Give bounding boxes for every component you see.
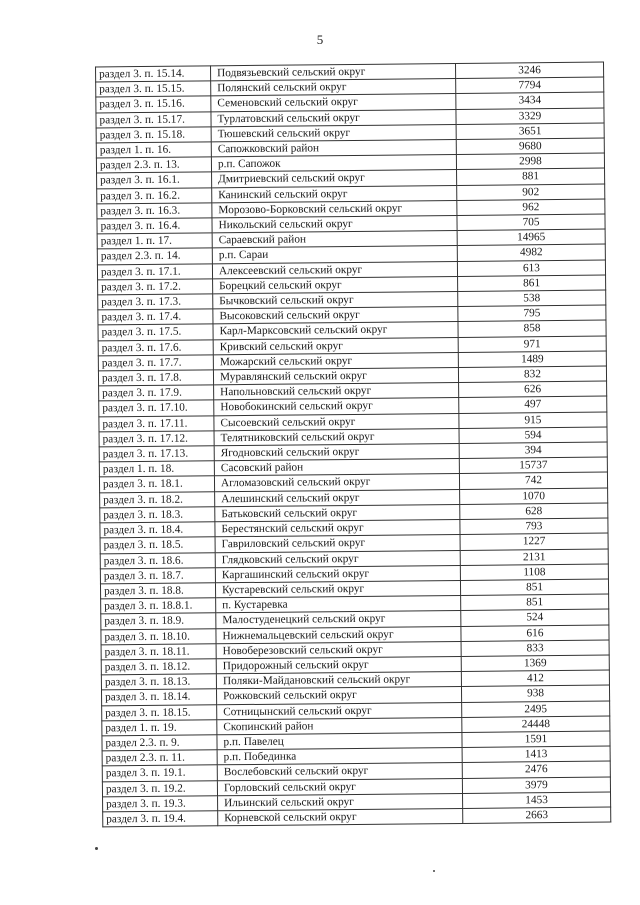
row-reference: раздел 3. п. 18.5. (100, 537, 215, 553)
row-value: 24448 (462, 716, 610, 733)
row-name: Малостуденецкий сельский округ (216, 611, 461, 629)
row-value: 1070 (460, 488, 608, 505)
row-reference: раздел 3. п. 18.8.1. (101, 598, 216, 614)
row-name: Никольский сельский округ (212, 216, 457, 234)
row-reference: раздел 3. п. 17.8. (98, 370, 213, 386)
row-value: 795 (458, 305, 606, 322)
table-body (96, 62, 611, 827)
row-value: 3651 (456, 123, 604, 140)
row-value: 971 (458, 336, 606, 353)
row-reference: раздел 3. п. 17.6. (98, 339, 213, 355)
row-value: 861 (458, 275, 606, 292)
row-value: 9680 (456, 138, 604, 155)
row-reference: раздел 3. п. 17.10. (99, 400, 214, 416)
row-value: 628 (460, 503, 608, 520)
row-value: 2131 (460, 549, 608, 566)
row-name: Вослебовский сельский округ (217, 763, 462, 781)
row-name: Борецкий сельский округ (213, 276, 458, 294)
row-name: Нижнемальцевский сельский округ (216, 626, 461, 644)
row-value: 3246 (455, 62, 603, 79)
row-value: 626 (459, 381, 607, 398)
row-reference: раздел 3. п. 17.9. (99, 385, 214, 401)
row-value: 3434 (456, 92, 604, 109)
row-reference: раздел 3. п. 18.4. (100, 522, 215, 538)
row-name: Придорожный сельский округ (216, 656, 461, 674)
row-value: 962 (457, 199, 605, 216)
row-name: Новобокинский сельский округ (214, 398, 459, 416)
row-reference: раздел 3. п. 16.1. (97, 172, 212, 188)
row-reference: раздел 3. п. 15.14. (96, 66, 211, 82)
row-value: 881 (457, 168, 605, 185)
row-value: 851 (461, 594, 609, 611)
row-name: Новоберезовский сельский округ (216, 641, 461, 659)
row-value: 1108 (460, 564, 608, 581)
row-value: 742 (459, 473, 607, 490)
row-value: 14965 (457, 229, 605, 246)
row-reference: раздел 1. п. 18. (99, 461, 214, 477)
row-name: Подвязьевский сельский округ (211, 63, 456, 81)
row-name: Турлатовский сельский округ (211, 109, 456, 127)
row-name: Глядковский сельский округ (215, 550, 460, 568)
row-name: п. Кустаревка (216, 596, 461, 614)
row-value: 915 (459, 412, 607, 429)
row-name: р.п. Павелец (217, 732, 462, 750)
row-value: 594 (459, 427, 607, 444)
row-value: 3329 (456, 108, 604, 125)
row-value: 7794 (456, 77, 604, 94)
row-reference: раздел 2.3. п. 11. (102, 750, 217, 766)
row-name: Бычковский сельский округ (213, 292, 458, 310)
row-reference: раздел 3. п. 18.14. (101, 689, 216, 705)
row-value: 832 (458, 366, 606, 383)
row-value: 1453 (463, 792, 611, 809)
row-value: 412 (461, 670, 609, 687)
row-reference: раздел 3. п. 16.3. (97, 203, 212, 219)
row-name: Ягодновский сельский округ (214, 444, 459, 462)
population-table (95, 62, 611, 828)
row-reference: раздел 3. п. 18.8. (100, 583, 215, 599)
row-name: Агломазовский сельский округ (214, 474, 459, 492)
row-value: 902 (457, 184, 605, 201)
row-reference: раздел 3. п. 16.2. (97, 187, 212, 203)
row-name: Морозово-Борковский сельский округ (212, 200, 457, 218)
row-value: 497 (459, 397, 607, 414)
row-name: Карл-Марксовский сельский округ (213, 322, 458, 340)
row-reference: раздел 3. п. 18.13. (101, 674, 216, 690)
row-reference: раздел 3. п. 16.4. (97, 218, 212, 234)
row-reference: раздел 3. п. 17.13. (99, 446, 214, 462)
row-value: 1227 (460, 533, 608, 550)
row-name: Корневской сельский округ (218, 808, 463, 826)
row-name: Кривский сельский округ (213, 337, 458, 355)
row-reference: раздел 2.3. п. 13. (96, 157, 211, 173)
row-reference: раздел 3. п. 18.15. (102, 704, 217, 720)
row-name: Сапожковский район (211, 139, 456, 157)
row-value: 851 (460, 579, 608, 596)
row-reference: раздел 3. п. 18.1. (99, 476, 214, 492)
row-value: 705 (457, 214, 605, 231)
row-reference: раздел 3. п. 15.18. (96, 127, 211, 143)
row-value: 15737 (459, 457, 607, 474)
row-reference: раздел 3. п. 17.4. (98, 309, 213, 325)
row-value: 613 (457, 260, 605, 277)
row-reference: раздел 3. п. 17.2. (98, 279, 213, 295)
row-name: Поляки-Майдановский сельский округ (216, 672, 461, 690)
row-name: Скопинский район (217, 717, 462, 735)
row-reference: раздел 3. п. 15.16. (96, 96, 211, 112)
row-name: Полянский сельский округ (211, 79, 456, 97)
row-reference: раздел 3. п. 18.6. (100, 552, 215, 568)
row-value: 2476 (462, 761, 610, 778)
row-value: 1413 (462, 746, 610, 763)
row-value: 524 (461, 609, 609, 626)
row-reference: раздел 3. п. 18.12. (101, 659, 216, 675)
row-name: Алешинский сельский округ (215, 489, 460, 507)
row-name: Гавриловский сельский округ (215, 535, 460, 553)
row-value: 833 (461, 640, 609, 657)
row-value: 1489 (458, 351, 606, 368)
row-value: 2663 (463, 807, 611, 824)
row-name: Телятниковский сельский округ (214, 428, 459, 446)
row-name: Высоковский сельский округ (213, 307, 458, 325)
row-value: 616 (461, 625, 609, 642)
row-name: Рожковский сельский округ (216, 687, 461, 705)
row-value: 1369 (461, 655, 609, 672)
row-value: 858 (458, 321, 606, 338)
row-reference: раздел 3. п. 15.15. (96, 81, 211, 97)
row-name: Дмитриевский сельский округ (212, 170, 457, 188)
row-value: 4982 (457, 244, 605, 261)
row-value: 2998 (456, 153, 604, 170)
row-reference: раздел 3. п. 18.2. (100, 492, 215, 508)
row-value: 793 (460, 518, 608, 535)
scan-speck (95, 847, 98, 850)
row-name: р.п. Сараи (212, 246, 457, 264)
row-reference: раздел 3. п. 19.4. (103, 811, 218, 827)
row-name: Ильинский сельский округ (218, 793, 463, 811)
row-reference: раздел 3. п. 17.1. (97, 263, 212, 279)
row-name: Семеновский сельский округ (211, 94, 456, 112)
row-reference: раздел 3. п. 17.5. (98, 324, 213, 340)
page-number: 5 (316, 32, 324, 47)
row-name: Алексеевский сельский округ (212, 261, 457, 279)
row-name: Кустаревский сельский округ (215, 580, 460, 598)
row-reference: раздел 3. п. 19.3. (103, 796, 218, 812)
row-reference: раздел 3. п. 18.9. (101, 613, 216, 629)
row-reference: раздел 3. п. 19.2. (102, 780, 217, 796)
row-value: 1591 (462, 731, 610, 748)
row-value: 394 (459, 442, 607, 459)
row-reference: раздел 2.3. п. 9. (102, 735, 217, 751)
row-name: Сысоевский сельский округ (214, 413, 459, 431)
row-name: р.п. Сапожок (211, 155, 456, 173)
row-reference: раздел 3. п. 18.10. (101, 628, 216, 644)
row-name: Сотницынский сельский округ (217, 702, 462, 720)
row-value: 538 (458, 290, 606, 307)
row-reference: раздел 3. п. 17.7. (98, 355, 213, 371)
row-name: Тюшевский сельский округ (211, 124, 456, 142)
row-name: Сараевский район (212, 231, 457, 249)
row-name: Каргашинский сельский округ (215, 565, 460, 583)
row-name: Можарский сельский округ (213, 352, 458, 370)
row-name: Канинский сельский округ (212, 185, 457, 203)
row-reference: раздел 3. п. 18.7. (100, 568, 215, 584)
row-reference: раздел 3. п. 18.11. (101, 644, 216, 660)
row-reference: раздел 2.3. п. 14. (97, 248, 212, 264)
row-value: 2495 (462, 701, 610, 718)
row-reference: раздел 3. п. 15.17. (96, 111, 211, 127)
row-reference: раздел 3. п. 19.1. (102, 765, 217, 781)
row-reference: раздел 1. п. 16. (96, 142, 211, 158)
row-value: 938 (461, 685, 609, 702)
row-name: р.п. Побединка (217, 748, 462, 766)
row-name: Батьковский сельский округ (215, 504, 460, 522)
row-reference: раздел 3. п. 17.12. (99, 431, 214, 447)
row-name: Напольновский сельский округ (214, 383, 459, 401)
row-name: Берестянский сельский округ (215, 520, 460, 538)
scan-speck (433, 870, 435, 872)
row-reference: раздел 3. п. 17.3. (98, 294, 213, 310)
population-table-container (95, 62, 611, 828)
row-name: Муравлянский сельский округ (213, 368, 458, 386)
row-name: Сасовский район (214, 459, 459, 477)
row-reference: раздел 3. п. 17.11. (99, 415, 214, 431)
row-reference: раздел 1. п. 17. (97, 233, 212, 249)
row-reference: раздел 1. п. 19. (102, 720, 217, 736)
row-value: 3979 (462, 777, 610, 794)
row-name: Горловский сельский округ (217, 778, 462, 796)
row-reference: раздел 3. п. 18.3. (100, 507, 215, 523)
